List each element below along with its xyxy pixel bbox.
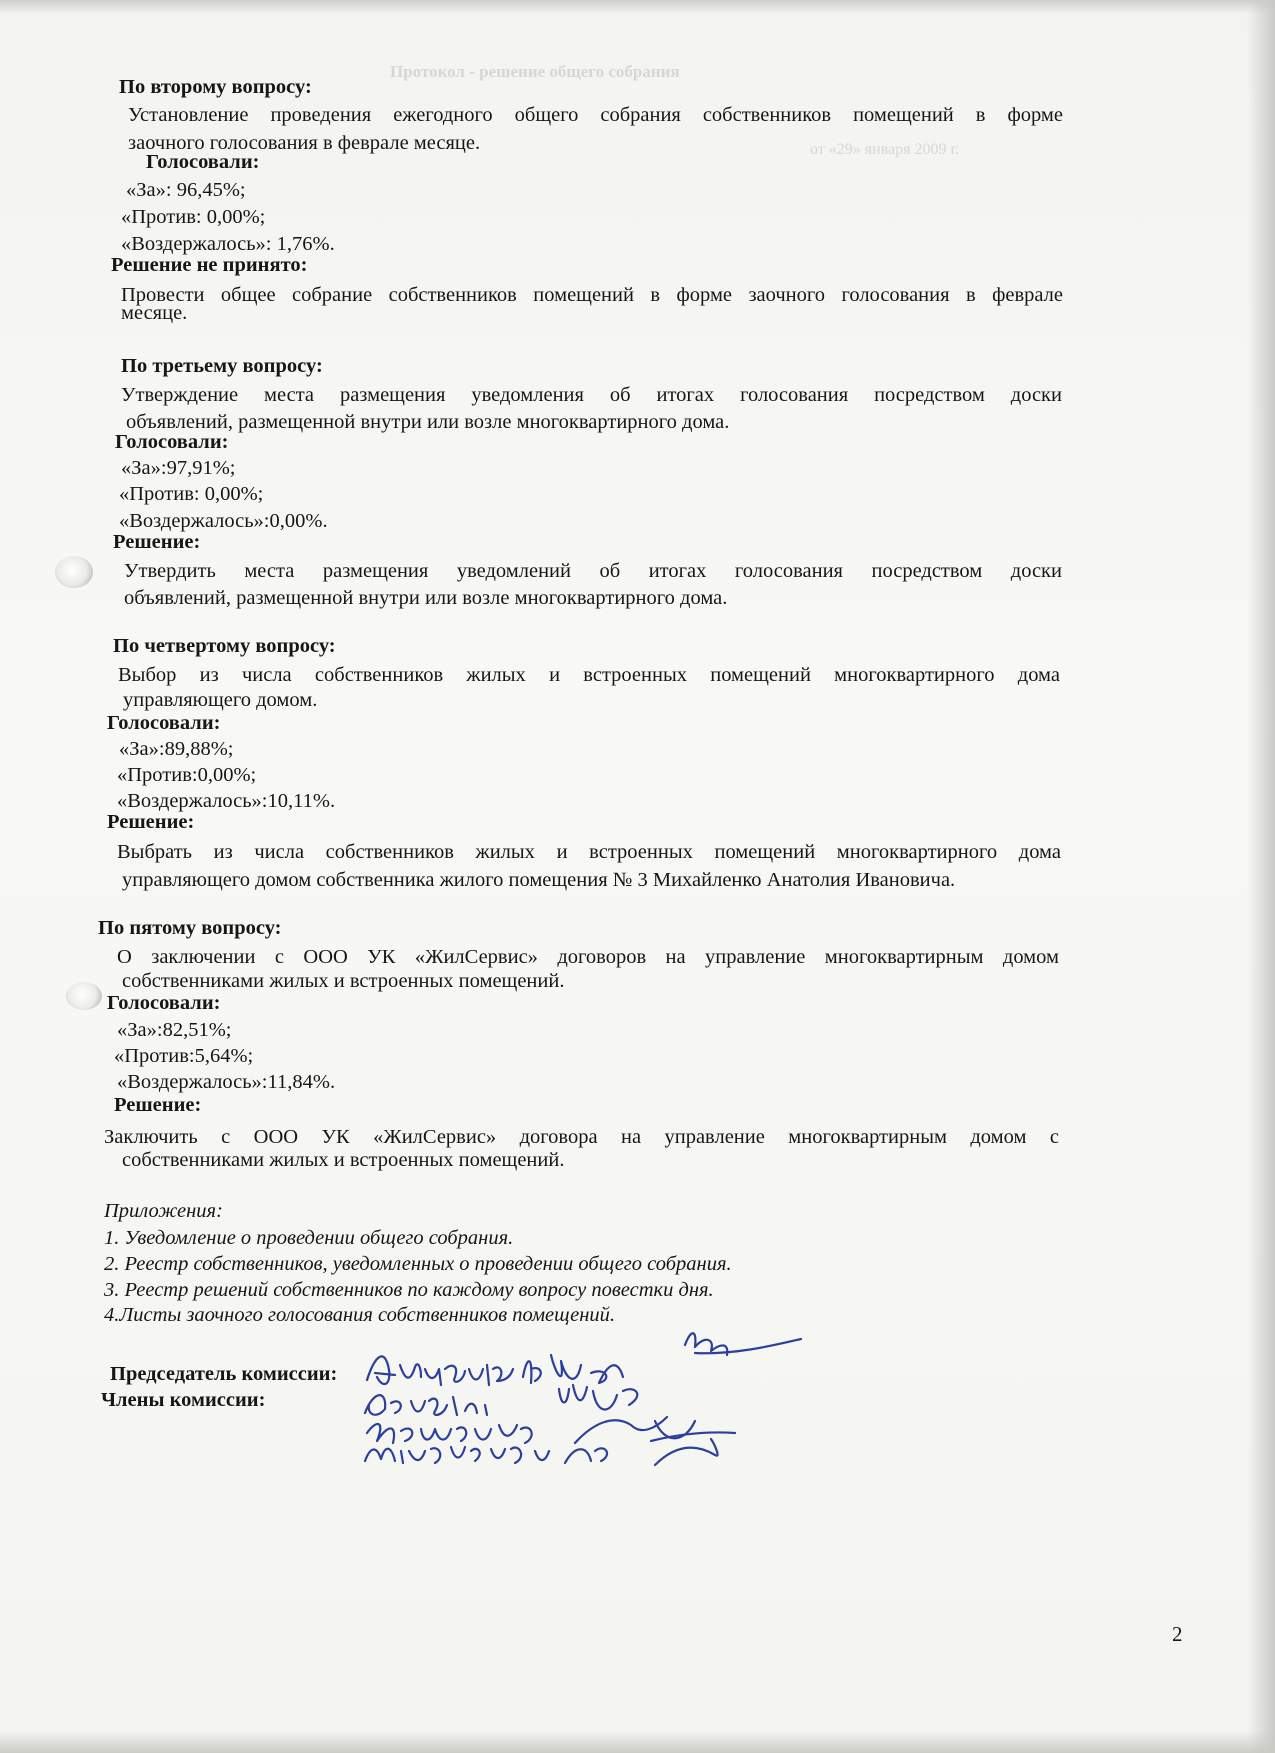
q5-vote-against: «Против:5,64%; xyxy=(114,1045,254,1067)
q2-decision xyxy=(121,281,1063,309)
attachment-item: 1. Уведомление о проведении общего собрания. xyxy=(104,1227,514,1249)
q2-text-line2: заочного голосования в феврале месяце. xyxy=(128,132,481,154)
q4-decision-line1: Выбрать из числа собственников жилых и встроенных помещений многоквартирного дома xyxy=(117,841,1061,863)
scan-top-edge xyxy=(0,0,1275,14)
q4-text xyxy=(118,661,1060,689)
q3-vote-for: «За»:97,91%; xyxy=(121,457,236,479)
q4-decision-line2: управляющего домом собственника жилого помещения № 3 Михайленко Анатолия Ивановича. xyxy=(122,869,956,891)
page-number: 2 xyxy=(1172,1622,1183,1646)
q4-vote-for: «За»:89,88%; xyxy=(119,738,234,760)
q5-decision-line2: собственниками жилых и встроенных помещений. xyxy=(122,1149,565,1171)
chairman-label: Председатель комиссии: xyxy=(110,1363,338,1385)
q4-heading: По четвертому вопросу: xyxy=(113,635,336,657)
q4-voted-label: Голосовали: xyxy=(107,712,221,734)
q2-vote-for: «За»: 96,45%; xyxy=(126,179,246,201)
q5-decision-label: Решение: xyxy=(114,1094,202,1116)
q3-text xyxy=(121,381,1062,409)
q5-decision-line1: Заключить с ООО УК «ЖилСервис» договора на управление многоквартирным домом с xyxy=(104,1126,1059,1148)
q5-text-line1: О заключении с ООО УК «ЖилСервис» договоров на управление многоквартирным домом xyxy=(117,946,1059,968)
attachments-label: Приложения: xyxy=(104,1200,223,1222)
q3-decision-line2: объявлений, размещенной внутри или возле многоквартирного дома. xyxy=(124,587,728,609)
q4-decision xyxy=(117,838,1061,866)
scan-right-edge xyxy=(1247,0,1275,1753)
punch-hole xyxy=(55,556,93,588)
q3-text-line1: Утверждение места размещения уведомления об итогах голосования посредством доски xyxy=(121,384,1062,406)
q4-text-line1: Выбор из числа собственников жилых и встроенных помещений многоквартирного дома xyxy=(118,664,1060,686)
q3-vote-abstain: «Воздержалось»:0,00%. xyxy=(119,510,328,532)
members-label: Члены комиссии: xyxy=(101,1389,266,1411)
attachment-item: 4.Листы заочного голосования собственников помещений. xyxy=(104,1304,616,1326)
q2-text xyxy=(128,101,1063,129)
q2-vote-abstain: «Воздержалось»: 1,76%. xyxy=(121,233,335,255)
bleed-through-title: Протокол - решение общего собрания xyxy=(390,62,680,81)
q3-voted-label: Голосовали: xyxy=(115,431,229,453)
attachment-item: 2. Реестр собственников, уведомленных о проведении общего собрания. xyxy=(104,1253,732,1275)
q4-vote-against: «Против:0,00%; xyxy=(117,764,257,786)
q4-vote-abstain: «Воздержалось»:10,11%. xyxy=(117,790,336,812)
q4-decision-label: Решение: xyxy=(107,811,195,833)
q2-vote-against: «Против: 0,00%; xyxy=(121,206,266,228)
q3-heading: По третьему вопросу: xyxy=(121,355,323,377)
punch-hole xyxy=(66,982,102,1010)
q2-voted-label: Голосовали: xyxy=(146,151,260,173)
q4-text-line2: управляющего домом. xyxy=(123,689,318,711)
q2-decision-line2: месяце. xyxy=(121,302,188,324)
q2-decision-label: Решение не принято: xyxy=(111,254,308,276)
q2-heading: По второму вопросу: xyxy=(119,76,312,98)
q2-decision-line1: Провести общее собрание собственников помещений в форме заочного голосования в феврале xyxy=(121,284,1063,306)
q5-vote-for: «За»:82,51%; xyxy=(117,1019,232,1041)
q3-text-line2: объявлений, размещенной внутри или возле многоквартирного дома. xyxy=(126,411,730,433)
q3-vote-against: «Против: 0,00%; xyxy=(119,483,264,505)
q5-voted-label: Голосовали: xyxy=(107,992,221,1014)
handwritten-signatures xyxy=(355,1325,805,1475)
q5-vote-abstain: «Воздержалось»:11,84%. xyxy=(117,1071,336,1093)
q2-text-line1: Установление проведения ежегодного общего собрания собственников помещений в форме xyxy=(128,104,1063,126)
q3-decision-label: Решение: xyxy=(113,531,201,553)
attachment-item: 3. Реестр решений собственников по каждому вопросу повестки дня. xyxy=(104,1279,714,1301)
q3-decision-line1: Утвердить места размещения уведомлений об итогах голосования посредством доски xyxy=(124,560,1062,582)
q5-text-line2: собственниками жилых и встроенных помещений. xyxy=(122,970,565,992)
q3-decision xyxy=(124,557,1062,585)
scan-bottom-edge xyxy=(0,1731,1275,1753)
bleed-through-date: от «29» января 2009 г. xyxy=(810,141,960,158)
q5-heading: По пятому вопросу: xyxy=(98,917,282,939)
